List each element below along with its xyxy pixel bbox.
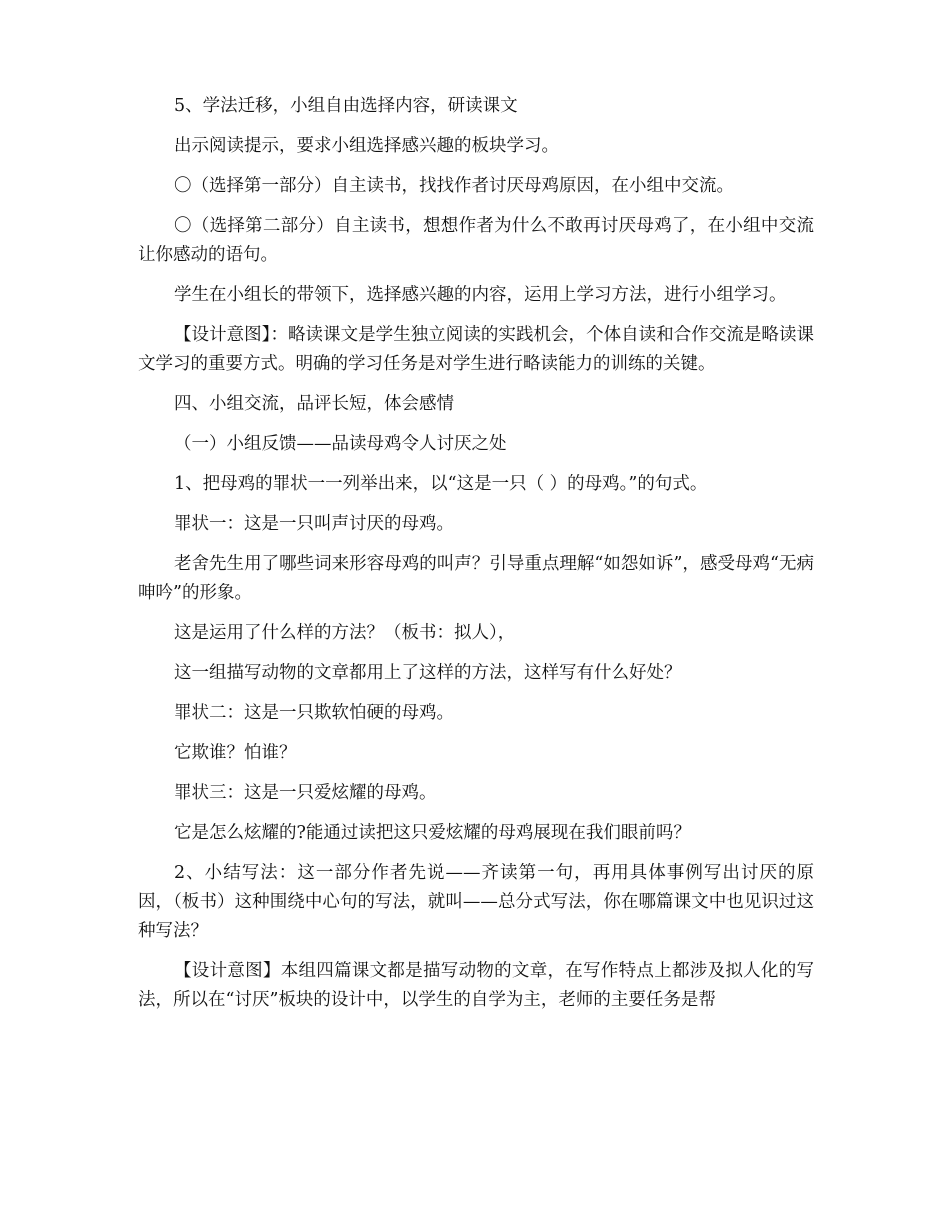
paragraph-crime-three: 罪状三：这是一只爱炫耀的母鸡。 — [174, 783, 437, 803]
paragraph-crime-one-question: 老舍先生用了哪些词来形容母鸡的叫声？引导重点理解“如怨如诉”，感受母鸡“无病呻吟”的形象。 — [138, 554, 814, 603]
paragraph-option-part-two: 〇（选择第二部分）自主读书，想想作者为什么不敢再讨厌母鸡了，在小组中交流让你感动的语句。 — [138, 216, 814, 265]
paragraph-subsection-one-heading: （一）小组反馈——品读母鸡令人讨厌之处 — [174, 434, 507, 454]
document-body — [138, 92, 814, 1026]
paragraph-design-intent-2: 【设计意图】本组四篇课文都是描写动物的文章，在写作特点上都涉及拟人化的写法，所以在“讨厌”板块的设计中，以学生的自学为主，老师的主要任务是帮 — [138, 961, 814, 1010]
paragraph-design-intent-1: 【设计意图】：略读课文是学生独立阅读的实践机会，个体自读和合作交流是略读课文学习的重要方式。明确的学习任务是对学生进行略读能力的训练的关键。 — [138, 325, 814, 374]
paragraph-method-question: 这是运用了什么样的方法？（板书：拟人）， — [174, 623, 516, 643]
paragraph-crime-one: 罪状一：这是一只叫声讨厌的母鸡。 — [174, 514, 454, 534]
paragraph-benefit-question: 这一组描写动物的文章都用上了这样的方法，这样写有什么好处？ — [174, 663, 682, 683]
paragraph-reading-prompt: 出示阅读提示，要求小组选择感兴趣的板块学习。 — [174, 136, 559, 156]
paragraph-option-part-one: 〇（选择第一部分）自主读书，找找作者讨厌母鸡原因，在小组中交流。 — [174, 176, 734, 196]
paragraph-writing-summary: 2、小结写法：这一部分作者先说——齐读第一句，再用具体事例写出讨厌的原因，（板书）这种围绕中心句的写法，就叫——总分式写法，你在哪篇课文中也见识过这种写法？ — [138, 863, 814, 941]
paragraph-group-study: 学生在小组长的带领下，选择感兴趣的内容，运用上学习方法，进行小组学习。 — [174, 285, 787, 305]
paragraph-crime-three-question: 它是怎么炫耀的?能通过读把这只爱炫耀的母鸡展现在我们眼前吗？ — [174, 823, 691, 843]
paragraph-list-crimes: 1、把母鸡的罪状一一列举出来，以“这是一只（ ）的母鸡。”的句式。 — [174, 474, 708, 494]
paragraph-crime-two-question: 它欺谁？怕谁？ — [174, 743, 297, 763]
paragraph-crime-two: 罪状二：这是一只欺软怕硬的母鸡。 — [174, 703, 454, 723]
paragraph-section-four-heading: 四、小组交流，品评长短，体会感情 — [174, 394, 454, 414]
paragraph-step-5-heading: 5、学法迁移，小组自由选择内容，研读课文 — [174, 96, 518, 116]
